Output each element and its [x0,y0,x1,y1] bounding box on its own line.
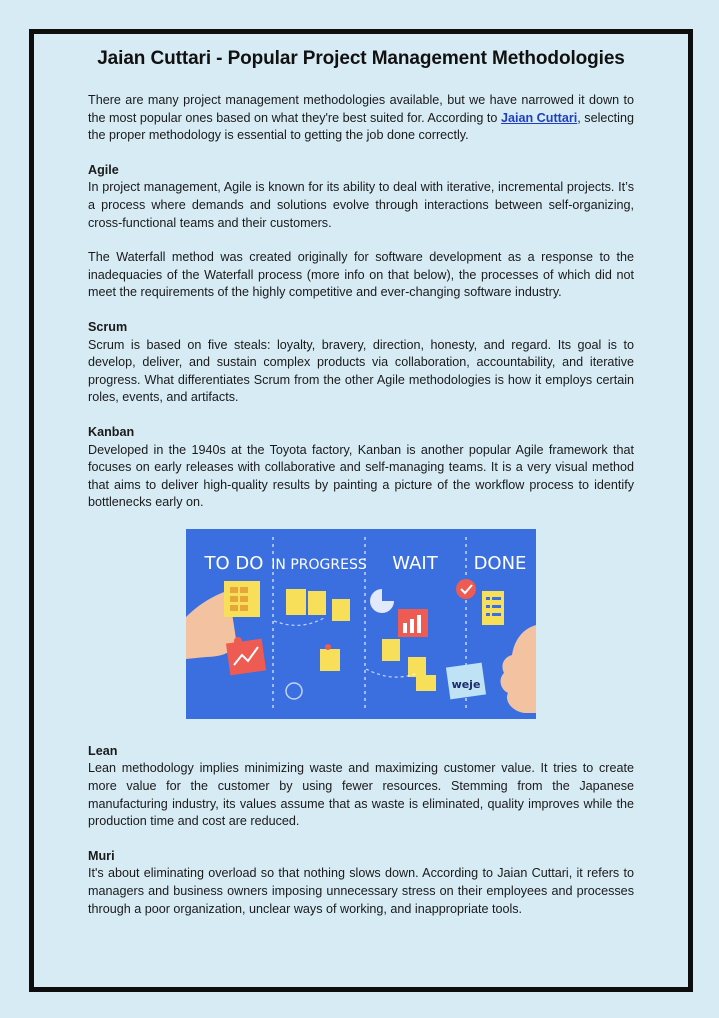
scrum-heading: Scrum [88,319,128,334]
lean-section [88,743,634,831]
document-content [88,92,634,935]
muri-body: It's about eliminating overload so that nothing slows down. According to Jaian Cuttari, it refers to managers and business owners imposing unnecessary stress on their employees and processes through a poor organization, unclear ways of working, and inappropriate tools. [88,866,634,916]
column-label-in-progress: IN PROGRESS [271,556,367,573]
note-grid-icon [230,587,238,593]
lean-heading: Lean [88,743,118,758]
document-frame [29,29,693,992]
sticky-note [332,599,350,621]
sticky-note [382,639,400,661]
kanban-illustration [186,529,536,719]
waterfall-paragraph: The Waterfall method was created originally for software development as a response to the inadequacies of the Waterfall process (more info on that below), the processes of which did not meet the requirements of the highly competitive and ever-changing software industry. [88,250,634,300]
agile-body: In project management, Agile is known for its ability to deal with iterative, incremental projects. It’s a process where demands and solutions evolve through interactions between self-organizing, cross-functional teams and their customers. [88,180,634,230]
agile-heading: Agile [88,162,119,177]
muri-section [88,848,634,918]
muri-heading: Muri [88,848,115,863]
kanban-board-image [186,529,536,719]
scrum-section [88,319,634,407]
sticky-note [286,589,306,615]
document-title: Jaian Cuttari - Popular Project Management Methodologies [97,48,625,69]
sticky-note [408,657,426,677]
check-badge-icon [456,579,476,599]
jaian-cuttari-link[interactable]: Jaian Cuttari [500,110,578,125]
weje-logo: weje [451,677,481,691]
lean-body: Lean methodology implies minimizing waste and maximizing customer value. It tries to create more value for the customer by using fewer resources. Stemming from the Japanese manufacturing industry, its values assume that as waste is eliminated, quality improves while the production time and cost are reduced. [88,761,634,829]
column-label-wait: WAIT [392,552,438,574]
column-label-done: DONE [473,552,527,574]
sticky-note [416,675,436,691]
red-sticky-note [226,639,266,676]
kanban-section [88,424,634,512]
kanban-heading: Kanban [88,424,135,439]
scrum-body: Scrum is based on five steals: loyalty, bravery, direction, honesty, and regard. Its goal is to develop, deliver, and sustain complex products via collaboration, accountability, and iterative progress. What differentiates Scrum from the other Agile methodologies is how it employs certain roles, events, and artifacts. [88,337,634,405]
sticky-note [308,591,326,615]
pin-icon [234,637,242,645]
sticky-note [320,649,340,671]
kanban-body: Developed in the 1940s at the Toyota factory, Kanban is another popular Agile framework that focuses on early releases with collaborative and self-managing teams. It is a very visual method that aims to deliver high-quality results by painting a picture of the workflow process to identify bottlenecks early on. [88,442,634,510]
intro-text-after: , selecting the proper methodology is essential to getting the job done correctly. [88,110,634,143]
intro-text-before: There are many project management methodologies available, but we have narrowed it down to the most popular ones based on what they're best suited for. According to [88,93,634,125]
agile-section [88,162,634,232]
column-label-todo: TO DO [204,552,264,574]
pin-icon [325,644,331,650]
intro-paragraph [88,92,634,145]
